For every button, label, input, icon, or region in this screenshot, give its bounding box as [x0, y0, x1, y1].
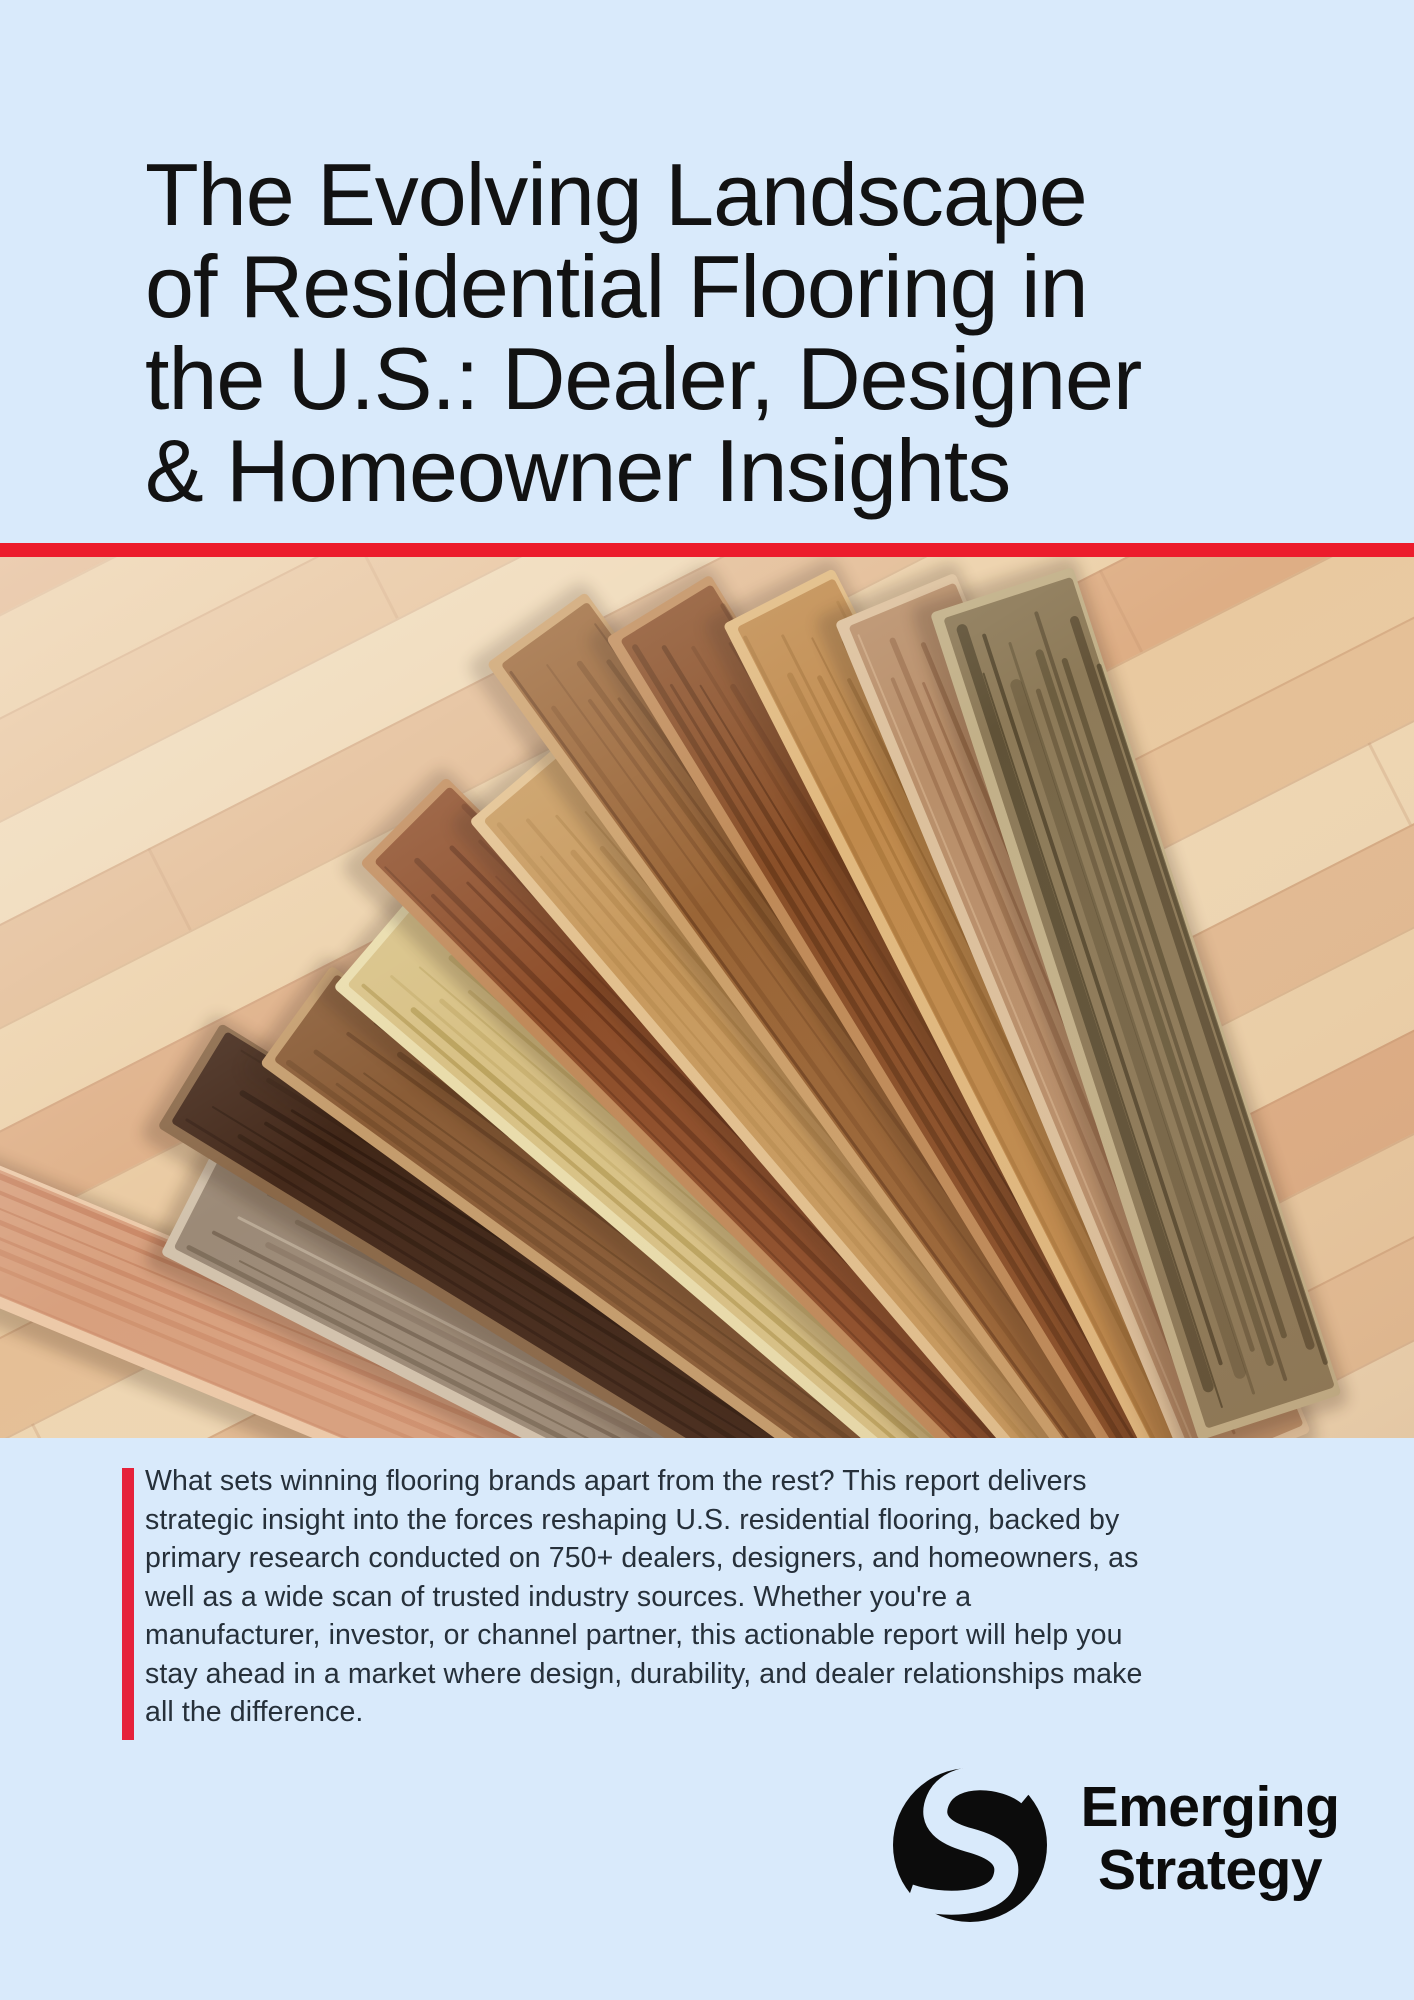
title-line: the U.S.: Dealer, Designer [145, 329, 1142, 428]
summary-line: primary research conducted on 750+ dealers, designers, and homeowners, as [145, 1542, 1139, 1574]
summary-line: manufacturer, investor, or channel partner, this actionable report will help you [145, 1619, 1123, 1651]
summary-line: well as a wide scan of trusted industry sources. Whether you're a [145, 1580, 972, 1613]
summary-line: strategic insight into the forces reshaping U.S. residential flooring, backed by [145, 1503, 1120, 1536]
summary-line: all the difference. [145, 1696, 364, 1728]
emerging-strategy-s-icon [893, 1768, 1047, 1922]
summary-line: What sets winning flooring brands apart from the rest? This report delivers [145, 1465, 1087, 1497]
page-title [145, 145, 1355, 520]
logo-word: Emerging [1080, 1775, 1340, 1839]
hero-photo [0, 557, 1414, 1438]
summary-paragraph [145, 1462, 1355, 1732]
flooring-samples-illustration [0, 557, 1414, 1438]
logo-wordmark [1040, 1776, 1380, 1902]
logo-word: Strategy [1097, 1838, 1323, 1902]
title-line: & Homeowner Insights [145, 421, 1011, 520]
title-line: The Evolving Landscape [145, 145, 1087, 244]
summary-line: stay ahead in a market where design, durability, and dealer relationships make [145, 1657, 1143, 1690]
title-divider-bar [0, 543, 1414, 557]
title-line: of Residential Flooring in [145, 237, 1088, 336]
summary-accent-bar [122, 1468, 134, 1740]
